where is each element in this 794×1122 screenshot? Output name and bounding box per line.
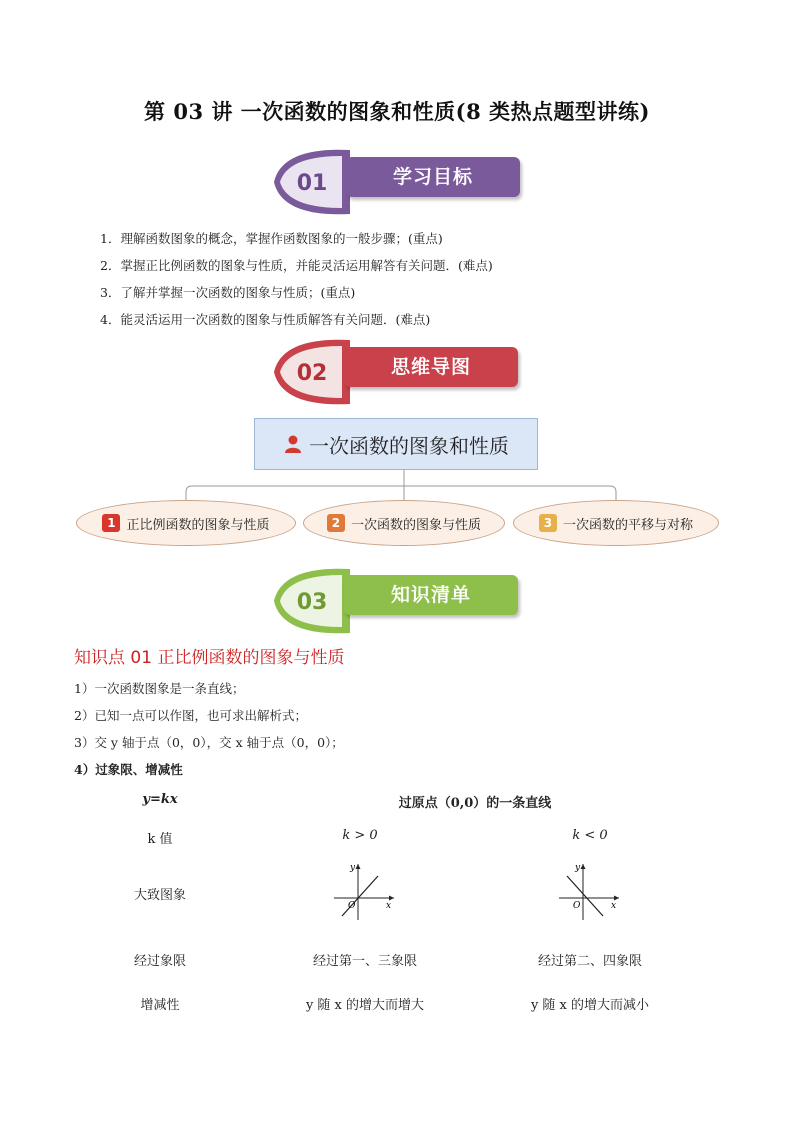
knowledge-line-1: 1）一次函数图象是一条直线； [74,681,245,696]
mindmap-root-label: 一次函数的图象和性质 [309,433,509,458]
mindmap-node-1-label: 正比例函数的图象与性质 [126,517,270,533]
knowledge-line-3: 3）交 y 轴于点（0，0），交 x 轴于点（0，0）； [74,735,344,750]
mindmap-node-1 [76,500,296,546]
node-number-1: 1 [102,514,120,532]
graph-k-positive [330,858,400,924]
row-label-k: k 值 [147,832,173,847]
goal-item-2: 2．掌握正比例函数的图象与性质，并能灵活运用解答有关问题．(难点) [100,258,493,273]
row-label-monotonicity: 增减性 [140,998,180,1013]
section-badge-01 [270,148,352,216]
mindmap-root [254,418,538,470]
goal-item-3: 3．了解并掌握一次函数的图象与性质；(重点) [100,285,356,300]
graph2-origin-label: O [573,901,581,911]
mindmap-connectors [0,470,794,502]
section-title-mindmap: 思维导图 [344,347,518,387]
mindmap-node-3 [513,500,719,546]
k-positive: k > 0 [342,828,378,843]
section-title-goals: 学习目标 [346,157,520,197]
table-header-right: 过原点（0,0）的一条直线 [398,796,552,811]
goal-item-1: 1．理解函数图象的概念，掌握作函数图象的一般步骤；(重点) [100,231,443,246]
mindmap-node-2-label: 一次函数的图象与性质 [350,517,481,533]
node-number-2: 2 [327,514,345,532]
section-num-01: 01 [296,171,328,196]
knowledge-line-2: 2）已知一点可以作图，也可求出解析式； [74,708,307,723]
section-title-knowledge: 知识清单 [344,575,518,615]
monotonicity-negative: y 随 x 的增大而减小 [530,998,650,1013]
knowledge-line-4: 4）过象限、增减性 [74,762,183,777]
mindmap-node-3-label: 一次函数的平移与对称 [562,517,693,533]
graph2-y-label: y [575,863,581,873]
node-number-3: 3 [539,514,557,532]
section-num-03: 03 [296,590,328,615]
section-num-02: 02 [296,361,328,386]
goal-item-4: 4．能灵活运用一次函数的图象与性质解答有关问题．(难点) [100,312,431,327]
row-label-quadrants: 经过象限 [133,954,186,969]
mindmap-node-2 [303,500,505,546]
k-negative: k < 0 [572,828,608,843]
graph1-origin-label: O [348,901,356,911]
quadrants-positive: 经过第一、三象限 [312,954,417,969]
section-badge-02 [270,338,352,406]
user-icon [283,434,303,454]
knowledge-point-title: 知识点 01 正比例函数的图象与性质 [74,648,345,668]
graph2-x-label: x [611,901,617,911]
page-title: 第 03 讲 一次函数的图象和性质(8 类热点题型讲练) [144,99,650,124]
quadrants-negative: 经过第二、四象限 [537,954,642,969]
graph-k-negative [555,858,625,924]
table-header-left: y=kx [142,792,178,807]
monotonicity-positive: y 随 x 的增大而增大 [305,998,425,1013]
graph1-x-label: x [386,901,392,911]
section-badge-03 [270,567,352,635]
row-label-graph: 大致图象 [133,888,186,903]
graph1-y-label: y [350,863,356,873]
